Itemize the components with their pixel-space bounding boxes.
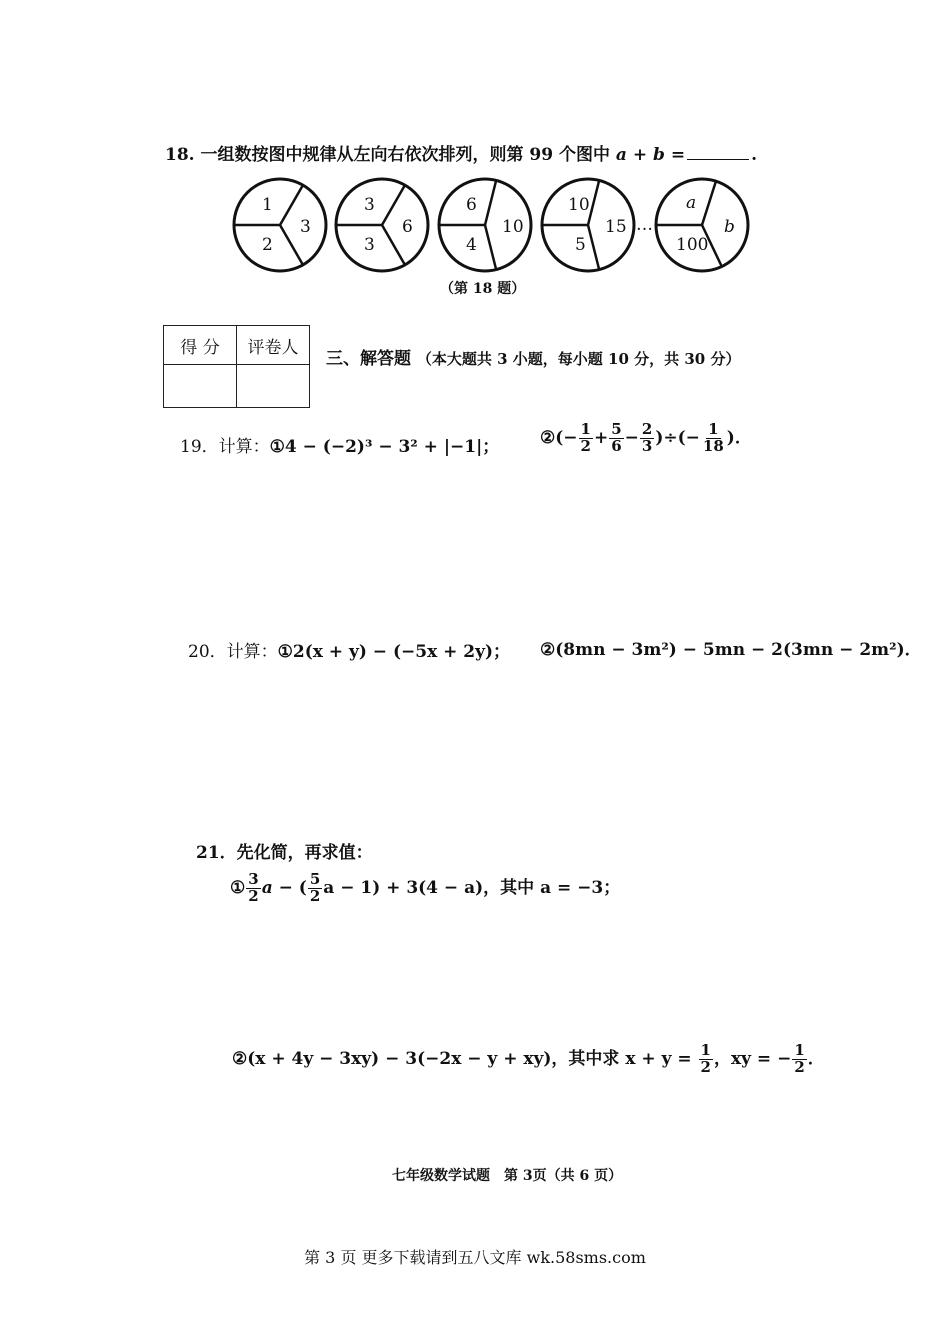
q18-c3-right: 10 [502, 217, 524, 237]
section-3-note: （本大题共 3 小题，每小题 10 分，共 30 分） [416, 350, 741, 368]
question-18: 18. 一组数按图中规律从左向右依次排列，则第 99 个图中 a + b = . [165, 145, 757, 165]
q18-c3-bottom: 4 [466, 235, 477, 255]
q21-label: 21．先化简，再求值： [196, 843, 373, 863]
q18-figure [230, 170, 770, 284]
q18-circle-1 [234, 179, 326, 271]
q18-c4-bottom: 5 [575, 235, 586, 255]
q20-label: 20．计算： [188, 642, 278, 662]
q18-circle-5 [656, 179, 748, 271]
grader-cell[interactable] [237, 365, 310, 408]
q18-number: 18. [165, 145, 195, 165]
grader-header: 评卷人 [237, 326, 310, 365]
q18-c5-right: b [724, 217, 735, 237]
score-table [163, 325, 310, 408]
q18-c2-bottom: 3 [364, 235, 375, 255]
q18-text: 一组数按图中规律从左向右依次排列，则第 99 个图中 [200, 145, 610, 165]
question-19-part2: ②(− $\frac{1}{2}$ + $\frac{5}{6}$ − $\frac{2}{3}$ )÷(− $\frac{1}{18}$ )． [540, 420, 752, 455]
q18-c1-right: 3 [300, 217, 311, 237]
q18-c5-bottom: 100 [676, 235, 709, 255]
question-19-part1 [180, 432, 499, 457]
q20-part1: ①2(x + y) − (−5x + 2y)； [277, 642, 511, 662]
q18-c3-top: 6 [466, 195, 477, 215]
q18-circle-4 [542, 179, 634, 271]
q21-part1-tail: a − 1) + 3(4 − a)，其中 a = −3； [323, 877, 621, 898]
site-footer: 第 3 页 更多下载请到五八文库 wk.58sms.com [304, 1248, 646, 1267]
score-cell[interactable] [164, 365, 237, 408]
q18-circle-2 [336, 179, 428, 271]
q18-ellipsis: … [636, 215, 653, 235]
section-3-title: 三、解答题 [326, 349, 411, 369]
q18-caption: （第 18 题） [440, 281, 526, 297]
q19-part2-suffix: )． [726, 427, 752, 448]
q18-c1-bottom: 2 [262, 235, 273, 255]
q18-c1-top: 1 [262, 195, 273, 215]
question-21-part2: ②(x + 4y − 3xy) − 3(−2x − y + xy)，其中求 x + y = $\frac{1}{2}$ ，xy = − $\frac{1}{2}$ ． [232, 1041, 825, 1076]
q18-answer-blank[interactable] [687, 143, 749, 160]
q21-part2: ②(x + 4y − 3xy) − 3(−2x − y + xy)，其中求 x + y = [232, 1048, 698, 1069]
q18-c2-top: 3 [364, 195, 375, 215]
q18-c4-right: 15 [605, 217, 627, 237]
q19-label: 19．计算： [180, 437, 270, 457]
q18-c2-right: 6 [402, 217, 413, 237]
score-header: 得 分 [164, 326, 237, 365]
q19-part2-prefix: ②(− [540, 427, 578, 448]
q18-circle-3 [439, 179, 531, 271]
q18-c5-top: a [686, 193, 697, 213]
q19-part1: ①4 − (−2)³ − 3² + |−1|； [269, 437, 500, 457]
question-20-part1 [188, 637, 510, 662]
question-21-part1: ① $\frac{3}{2}$ a − ( $\frac{5}{2}$ a − 1) + 3(4 − a)，其中 a = −3； [230, 870, 621, 905]
section-3-heading [326, 344, 740, 369]
q18-c4-top: 10 [568, 195, 590, 215]
page-footer: 七年级数学试题 第 3页（共 6 页） [392, 1168, 623, 1184]
q18-expr: a + b = [615, 145, 686, 165]
q20-part2: ②(8mn − 3m²) − 5mn − 2(3mn − 2m²)． [540, 640, 922, 660]
